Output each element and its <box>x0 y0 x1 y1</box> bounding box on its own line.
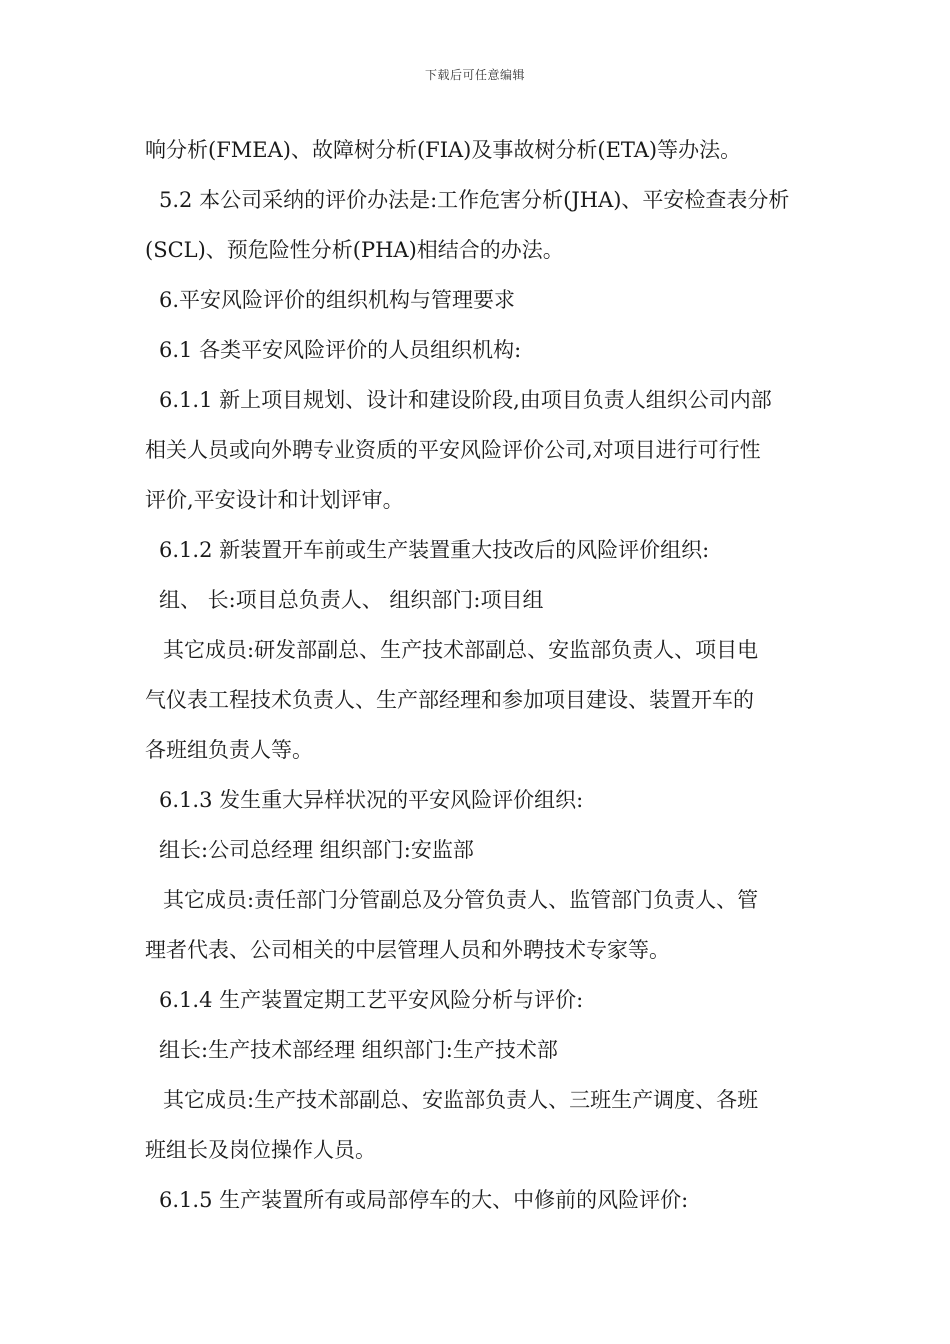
page-header: 下载后可任意编辑 <box>424 68 525 82</box>
paragraph-line: 其它成员:研发部副总、生产技术部副总、安监部负责人、项目电 <box>163 638 759 662</box>
paragraph-line: 5.2 本公司采纳的评价办法是:工作危害分析(JHA)、平安检查表分析 <box>159 188 790 212</box>
paragraph-line: 6.1.2 新装置开车前或生产装置重大技改后的风险评价组织: <box>159 538 710 562</box>
section-heading: 6.平安风险评价的组织机构与管理要求 <box>159 288 516 312</box>
paragraph-line: 其它成员:生产技术部副总、安监部负责人、三班生产调度、各班 <box>163 1088 759 1112</box>
paragraph-line: 组长:生产技术部经理 组织部门:生产技术部 <box>159 1038 558 1062</box>
paragraph-line: 组、 长:项目总负责人、 组织部门:项目组 <box>159 588 544 612</box>
paragraph-line: 其它成员:责任部门分管副总及分管负责人、监管部门负责人、管 <box>163 888 759 912</box>
paragraph-line: 评价,平安设计和计划评审。 <box>145 488 404 512</box>
section-heading: 6.1 各类平安风险评价的人员组织机构: <box>159 338 522 362</box>
paragraph-line: 6.1.1 新上项目规划、设计和建设阶段,由项目负责人组织公司内部 <box>159 388 772 412</box>
paragraph-line: 气仪表工程技术负责人、生产部经理和参加项目建设、装置开车的 <box>145 688 754 712</box>
paragraph-line: 6.1.5 生产装置所有或局部停车的大、中修前的风险评价: <box>159 1188 689 1212</box>
paragraph-line: 相关人员或向外聘专业资质的平安风险评价公司,对项目进行可行性 <box>145 438 761 462</box>
paragraph-line: 组长:公司总经理 组织部门:安监部 <box>159 838 474 862</box>
paragraph-line: 班组长及岗位操作人员。 <box>145 1138 376 1162</box>
paragraph-line: 6.1.3 发生重大异样状况的平安风险评价组织: <box>159 788 584 812</box>
paragraph-line: 理者代表、公司相关的中层管理人员和外聘技术专家等。 <box>145 938 670 962</box>
paragraph-line: 响分析(FMEA)、故障树分析(FIA)及事故树分析(ETA)等办法。 <box>145 138 742 162</box>
paragraph-line: 各班组负责人等。 <box>145 738 313 762</box>
paragraph-line: (SCL)、预危险性分析(PHA)相结合的办法。 <box>145 238 564 262</box>
document-body <box>145 130 810 1230</box>
paragraph-line: 6.1.4 生产装置定期工艺平安风险分析与评价: <box>159 988 584 1012</box>
